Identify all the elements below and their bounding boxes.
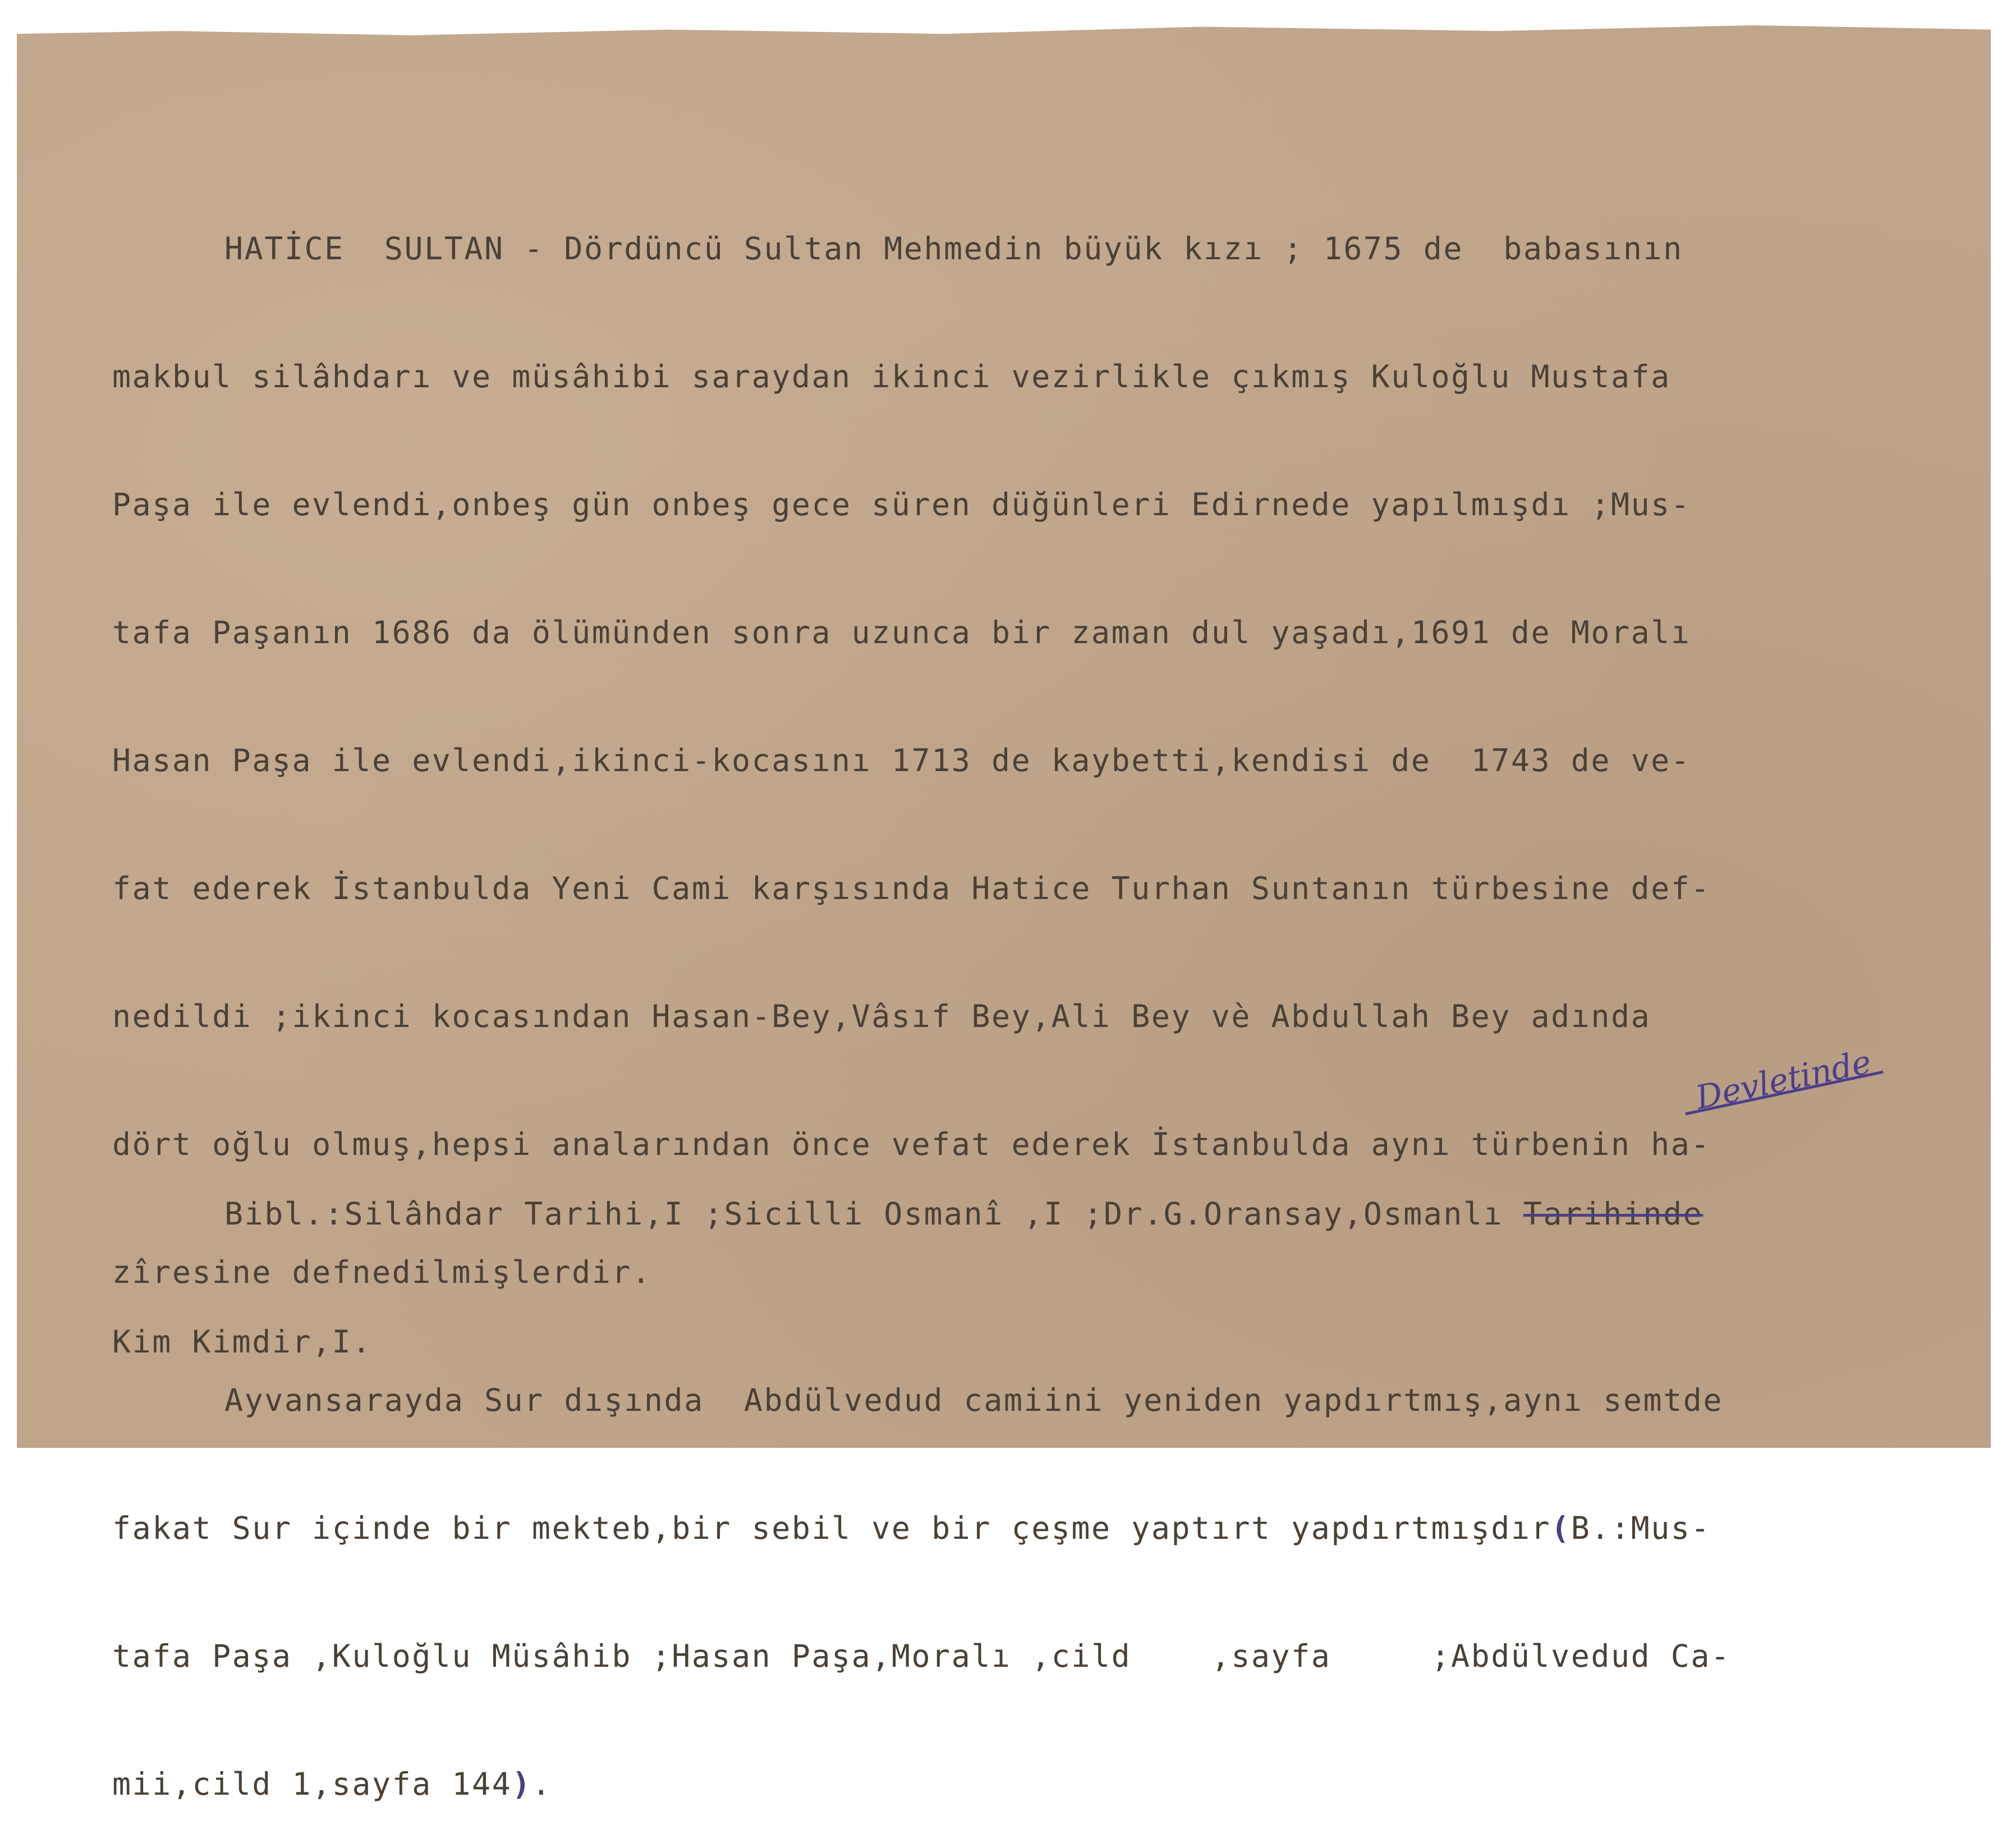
entry-line: Hasan Paşa ile evlendi,ikinci-kocasını 1713 de kaybetti,kendisi de 1743 de ve-	[112, 742, 1691, 778]
entry-line: zîresine defnedilmişlerdir.	[112, 1254, 652, 1290]
entry-text: mii,cild 1,sayfa 144	[112, 1766, 512, 1802]
entry-body	[112, 149, 1964, 1848]
entry-line: tafa Paşanın 1686 da ölümünden sonra uzunca bir zaman dul yaşadı,1691 de Moralı	[112, 615, 1691, 650]
entry-line: HATİCE SULTAN - Dördüncü Sultan Mehmedin büyük kızı ; 1675 de babasının	[224, 231, 1683, 267]
entry-line	[112, 1500, 1964, 1556]
entry-line: fat ederek İstanbulda Yeni Cami karşısında Hatice Turhan Suntanın türbesine def-	[112, 870, 1711, 906]
bibliography-line: Kim Kimdir,I.	[112, 1324, 372, 1360]
entry-text: B.:Mus-	[1571, 1510, 1711, 1546]
entry-line: nedildi ;ikinci kocasından Hasan-Bey,Vâsıf Bey,Ali Bey vè Abdullah Bey adında	[112, 998, 1651, 1034]
bibliography-line	[112, 1186, 1964, 1242]
entry-line	[112, 1756, 1964, 1812]
bibliography-text: Bibl.:Silâhdar Tarihi,I ;Sicilli Osmanî ,I ;Dr.G.Oransay,Osmanlı	[224, 1196, 1523, 1232]
entry-line: makbul silâhdarı ve müsâhibi saraydan ikinci vezirlikle çıkmış Kuloğlu Mustafa	[112, 359, 1671, 395]
entry-text: fakat Sur içinde bir mekteb,bir sebil ve bir çeşme yaptırt yapdırtmışdır	[112, 1510, 1551, 1546]
entry-line: Ayvansarayda Sur dışında Abdülvedud camiini yeniden yapdırtmış,aynı semtde	[224, 1382, 1723, 1418]
entry-text: .	[531, 1766, 552, 1802]
struck-word: Tarihinde	[1523, 1196, 1703, 1232]
ink-bracket-open: (	[1551, 1510, 1571, 1546]
handwritten-insert: Devletinde	[1692, 1042, 1875, 1117]
ink-bracket-close: )	[512, 1766, 532, 1802]
entry-line: Paşa ile evlendi,onbeş gün onbeş gece süren düğünleri Edirnede yapılmışdı ;Mus-	[112, 487, 1691, 522]
entry-line: dört oğlu olmuş,hepsi analarından önce vefat ederek İstanbulda aynı türbenin ha-	[112, 1126, 1711, 1162]
bibliography	[112, 1114, 1964, 1406]
entry-line: tafa Paşa ,Kuloğlu Müsâhib ;Hasan Paşa,Moralı ,cild ,sayfa ;Abdülvedud Ca-	[112, 1638, 1731, 1674]
